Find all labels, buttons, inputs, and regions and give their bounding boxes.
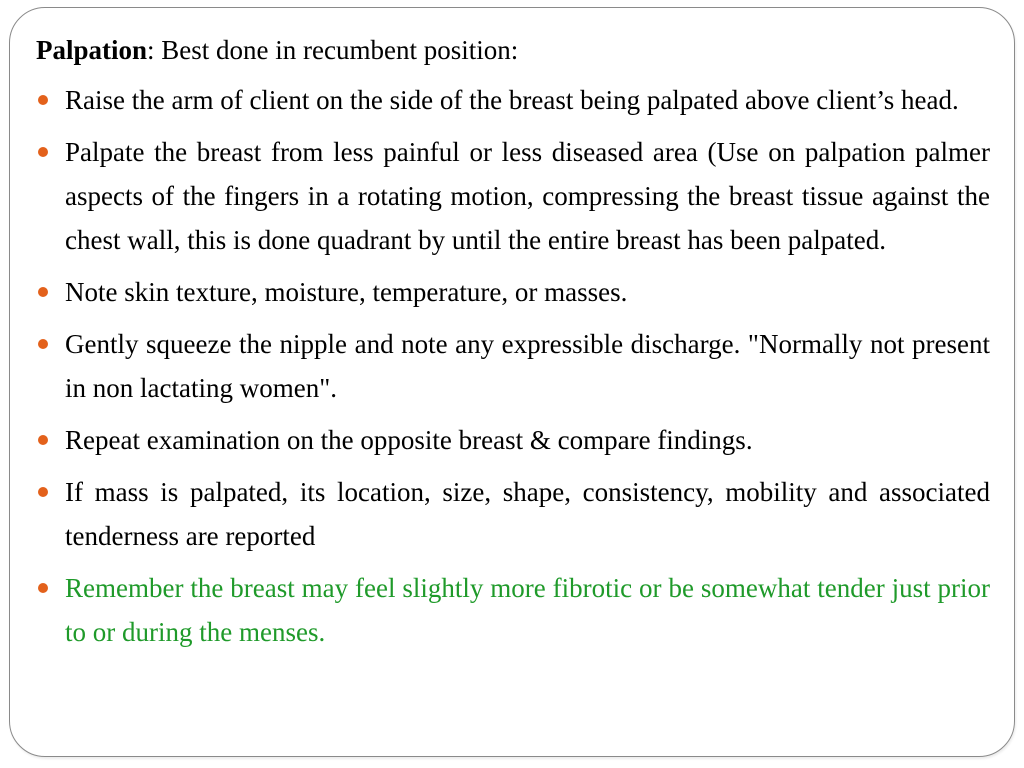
list-item-text: Gently squeeze the nipple and note any expressible discharge. "Normally not present in non lactating women". [65, 329, 990, 403]
bullet-icon [38, 339, 48, 349]
bullet-icon [38, 435, 48, 445]
list-item-text: Remember the breast may feel slightly more fibrotic or be somewhat tender just prior to or during the menses. [65, 573, 990, 647]
list-item [36, 418, 990, 462]
list-item-highlight [36, 566, 990, 654]
list-item [36, 130, 990, 262]
list-item [36, 322, 990, 410]
bullet-icon [38, 147, 48, 157]
bullet-icon [38, 487, 48, 497]
list-item [36, 470, 990, 558]
heading [36, 28, 990, 72]
list-item-text: Note skin texture, moisture, temperature, or masses. [65, 277, 628, 307]
list-item [36, 270, 990, 314]
heading-rest: : Best done in recumbent position: [147, 35, 519, 65]
list-item-text: If mass is palpated, its location, size, shape, consistency, mobility and associated tenderness are reported [65, 477, 990, 551]
list-item-text: Repeat examination on the opposite breast & compare findings. [65, 425, 753, 455]
list-item-text: Palpate the breast from less painful or less diseased area (Use on palpation palmer aspects of the fingers in a rotating motion, compressing the breast tissue against the chest wall, this is done quadrant by until the entire breast has been palpated. [65, 137, 990, 255]
heading-term: Palpation [36, 35, 148, 65]
slide-content [36, 28, 990, 662]
bullet-icon [38, 95, 48, 105]
bullet-icon [38, 583, 48, 593]
list-item [36, 78, 990, 122]
bullet-list [36, 78, 990, 654]
bullet-icon [38, 287, 48, 297]
list-item-text: Raise the arm of client on the side of the breast being palpated above client’s head. [65, 85, 959, 115]
